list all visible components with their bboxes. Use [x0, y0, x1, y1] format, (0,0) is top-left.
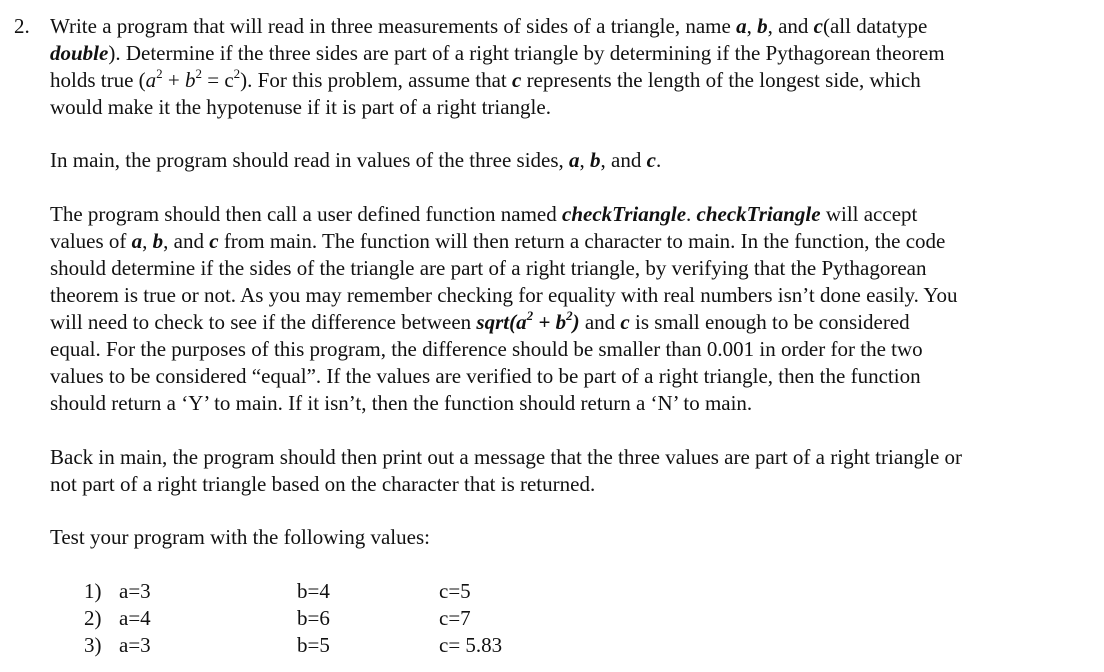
test-number: 1) [84, 579, 102, 603]
function-line-5: will need to check to see if the difference between $sqrt(a^2 + b^2)$ and c is small enough to be considered [50, 308, 910, 334]
test-value-c: c=5 [439, 579, 471, 603]
test-value-b: b=5 [297, 633, 330, 657]
test-number: 3) [84, 633, 102, 657]
test-row [84, 578, 604, 605]
function-line-8: should return a ‘Y’ to main. If it isn’t, then the function should return a ‘N’ to main. [50, 391, 753, 415]
function-line-4: theorem is true or not. As you may remember checking for equality with real numbers isn’t done easily. You [50, 283, 958, 307]
intro-line-3: holds true $(a^2 + b^2 = c^2)$. For this problem, assume that c represents the length of the longest side, which [50, 66, 921, 92]
print-line-1: Back in main, the program should then print out a message that the three values are part of a right triangle or [50, 445, 963, 469]
test-value-a: a=4 [119, 606, 151, 630]
intro-paragraph [50, 13, 1090, 121]
test-value-c: c=7 [439, 606, 471, 630]
function-line-6: equal. For the purposes of this program, the difference should be smaller than 0.001 in order for the two [50, 337, 923, 361]
test-value-a: a=3 [119, 633, 151, 657]
function-line-7: values to be considered “equal”. If the values are verified to be part of a right triangle, then the function [50, 364, 921, 388]
function-line-2: values of a, b, and c from main. The function will then return a character to main. In the function, the code [50, 229, 946, 253]
function-paragraph [50, 201, 1090, 417]
print-paragraph [50, 444, 1090, 498]
test-row [84, 632, 604, 659]
print-line-2: not part of a right triangle based on the character that is returned. [50, 472, 596, 496]
main-read-paragraph [50, 147, 1090, 174]
test-number: 2) [84, 606, 102, 630]
intro-line-4: would make it the hypotenuse if it is part of a right triangle. [50, 95, 551, 119]
function-line-3: should determine if the sides of the triangle are part of a right triangle, by verifying that the Pythagorean [50, 256, 927, 280]
test-values-list [84, 578, 604, 659]
test-value-a: a=3 [119, 579, 151, 603]
test-value-b: b=6 [297, 606, 330, 630]
test-intro [50, 524, 1090, 551]
test-value-c: c= 5.83 [439, 633, 503, 657]
intro-line-1: Write a program that will read in three measurements of sides of a triangle, name a, b, and c(all datatype [50, 14, 928, 38]
function-line-1: The program should then call a user defined function named checkTriangle. checkTriangle will accept [50, 202, 918, 226]
test-row [84, 605, 604, 632]
main-read-line: In main, the program should read in values of the three sides, a, b, and c. [50, 148, 662, 172]
question-number: 2. [14, 14, 30, 38]
test-intro-line: Test your program with the following values: [50, 525, 430, 549]
test-value-b: b=4 [297, 579, 330, 603]
intro-line-2: double). Determine if the three sides are part of a right triangle by determining if the Pythagorean theorem [50, 41, 945, 65]
